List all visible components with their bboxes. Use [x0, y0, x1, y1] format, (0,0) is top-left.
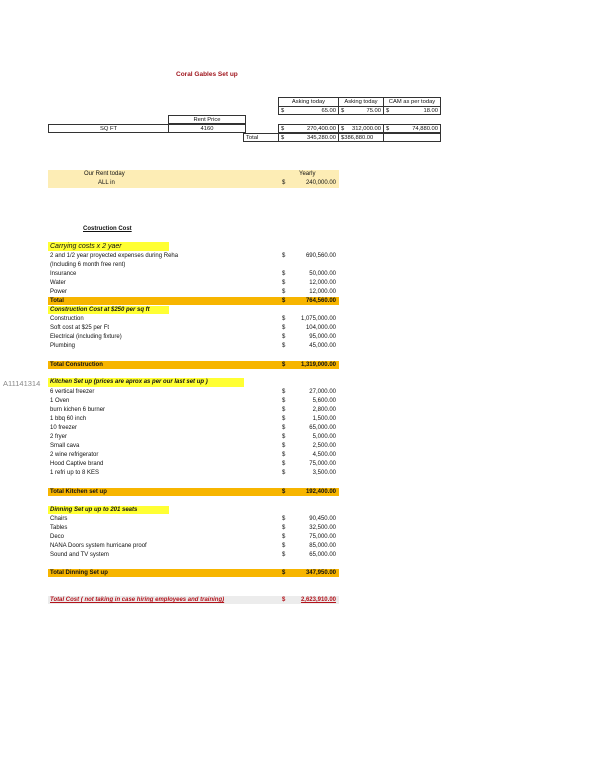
- list-currency: $: [282, 289, 286, 295]
- list-item: burn kichen 6 burner: [50, 407, 106, 413]
- dining-total-currency: $: [282, 570, 286, 576]
- list-value: 4,500.00: [312, 452, 336, 458]
- construction-cost-heading: Costruction Cost: [83, 226, 132, 232]
- list-item: Water: [50, 280, 66, 286]
- list-item: (Including 6 month free rent): [50, 262, 126, 268]
- list-value: 75,000.00: [309, 461, 336, 467]
- list-item: 2 fryer: [50, 434, 68, 440]
- list-value: 12,000.00: [309, 289, 336, 295]
- list-value: 65,000.00: [309, 552, 336, 558]
- list-currency: $: [282, 543, 286, 549]
- list-item: Power: [50, 289, 68, 295]
- list-value: 2,500.00: [312, 443, 336, 449]
- list-item: Electrical (including fixture): [50, 334, 122, 340]
- list-value: 12,000.00: [309, 280, 336, 286]
- list-item: 1 Oven: [50, 398, 70, 404]
- header-asking-today-1: Asking today: [278, 97, 339, 106]
- carrying-total-label: Total: [50, 298, 64, 304]
- list-value: 27,000.00: [309, 389, 336, 395]
- construction-heading: Construction Cost at $250 per sq ft: [50, 307, 150, 313]
- list-currency: $: [282, 389, 286, 395]
- list-item: Chairs: [50, 516, 68, 522]
- dining-heading: Dinning Set up up to 201 seats: [50, 507, 138, 513]
- asking-cell: $ 75.00: [338, 106, 384, 115]
- dining-total-value: 347,950.00: [305, 570, 336, 576]
- list-item: Construction: [50, 316, 84, 322]
- list-currency: $: [282, 434, 286, 440]
- asking-cell: $ 270,400.00: [278, 124, 339, 133]
- kitchen-total-currency: $: [282, 489, 286, 495]
- construction-total-label: Total Construction: [50, 362, 103, 368]
- list-value: 1,075,000.00: [300, 316, 336, 322]
- list-value: 65,000.00: [309, 425, 336, 431]
- list-value: 90,450.00: [309, 516, 336, 522]
- list-currency: $: [282, 316, 286, 322]
- list-currency: $: [282, 443, 286, 449]
- list-currency: $: [282, 452, 286, 458]
- list-value: 32,500.00: [309, 525, 336, 531]
- list-currency: $: [282, 253, 286, 259]
- list-value: 690,560.00: [305, 253, 336, 259]
- list-currency: $: [282, 325, 286, 331]
- grand-total-currency: $: [282, 597, 286, 603]
- kitchen-heading: Kitchen Set up (prices are aprox as per our last set up ): [50, 379, 208, 385]
- list-value: 3,500.00: [312, 470, 336, 476]
- list-currency: $: [282, 461, 286, 467]
- list-currency: $: [282, 525, 286, 531]
- list-value: 5,600.00: [312, 398, 336, 404]
- dining-total-label: Total Dinning Set up: [50, 570, 108, 576]
- list-item: Deco: [50, 534, 65, 540]
- kitchen-total-value: 192,400.00: [305, 489, 336, 495]
- asking-cell: $ 65.00: [278, 106, 339, 115]
- list-item: 1 bbq 60 inch: [50, 416, 87, 422]
- list-item: 10 freezer: [50, 425, 78, 431]
- list-currency: $: [282, 407, 286, 413]
- list-currency: $: [282, 280, 286, 286]
- carrying-heading: Carrying costs x 2 yaer: [50, 243, 122, 250]
- cam-cell: $ 18.00: [383, 106, 441, 115]
- total-label: Total: [243, 133, 279, 142]
- list-currency: $: [282, 534, 286, 540]
- carrying-total-band: [48, 297, 339, 305]
- list-currency: $: [282, 334, 286, 340]
- rent-price-label: Rent Price: [168, 115, 246, 124]
- list-currency: $: [282, 516, 286, 522]
- list-value: 2,800.00: [312, 407, 336, 413]
- yearly-label: Yearly: [299, 171, 316, 177]
- construction-total-currency: $: [282, 362, 286, 368]
- rent-sub: ALL in: [98, 180, 115, 186]
- carrying-total-value: 764,560.00: [305, 298, 336, 304]
- list-item: 2 and 1/2 year proyected expenses during Reha: [50, 253, 179, 259]
- sqft-label: SQ FT: [48, 124, 169, 133]
- list-value: 75,000.00: [309, 534, 336, 540]
- page-title: Coral Gables Set up: [176, 71, 238, 78]
- list-item: 2 wine refrigerator: [50, 452, 99, 458]
- rent-value: 240,000.00: [305, 180, 336, 186]
- list-value: 45,000.00: [309, 343, 336, 349]
- list-item: NANA Doors system hurricane proof: [50, 543, 147, 549]
- list-value: 85,000.00: [309, 543, 336, 549]
- list-item: 6 vertical freezer: [50, 389, 95, 395]
- list-currency: $: [282, 425, 286, 431]
- rent-currency: $: [282, 180, 286, 186]
- header-asking-today-2: Asking today: [338, 97, 384, 106]
- construction-total-value: 1,319,000.00: [300, 362, 336, 368]
- list-currency: $: [282, 398, 286, 404]
- list-item: Hood Captive brand: [50, 461, 104, 467]
- list-currency: $: [282, 470, 286, 476]
- list-value: 5,000.00: [312, 434, 336, 440]
- list-currency: $: [282, 271, 286, 277]
- rent-label: Our Rent today: [84, 171, 125, 177]
- list-currency: $: [282, 343, 286, 349]
- asking-total-cell: $386,880.00: [338, 133, 384, 142]
- grand-total-value: 2,623,910.00: [300, 597, 336, 603]
- list-value: 1,500.00: [312, 416, 336, 422]
- list-item: Soft cost at $25 per Ft: [50, 325, 110, 331]
- list-item: Plumbing: [50, 343, 76, 349]
- list-item: Insurance: [50, 271, 77, 277]
- sqft-value: 4160: [168, 124, 246, 133]
- list-value: 104,000.00: [305, 325, 336, 331]
- list-currency: $: [282, 416, 286, 422]
- carrying-total-currency: $: [282, 298, 286, 304]
- list-item: Small cava: [50, 443, 80, 449]
- list-item: 1 refri up to 8 KES: [50, 470, 100, 476]
- cam-cell: $ 74,880.00: [383, 124, 441, 133]
- empty-cell: [383, 133, 441, 142]
- list-currency: $: [282, 552, 286, 558]
- watermark-text: A11141314: [3, 379, 41, 388]
- list-value: 95,000.00: [309, 334, 336, 340]
- kitchen-total-label: Total Kitchen set up: [50, 489, 107, 495]
- asking-cell: $ 312,000.00: [338, 124, 384, 133]
- list-value: 50,000.00: [309, 271, 336, 277]
- list-item: Sound and TV system: [50, 552, 109, 558]
- asking-total-cell: $ 345,280.00: [278, 133, 339, 142]
- list-item: Tables: [50, 525, 68, 531]
- grand-total-label: Total Cost ( not taking in case hiring employees and training): [50, 597, 225, 603]
- header-cam: CAM as per today: [383, 97, 441, 106]
